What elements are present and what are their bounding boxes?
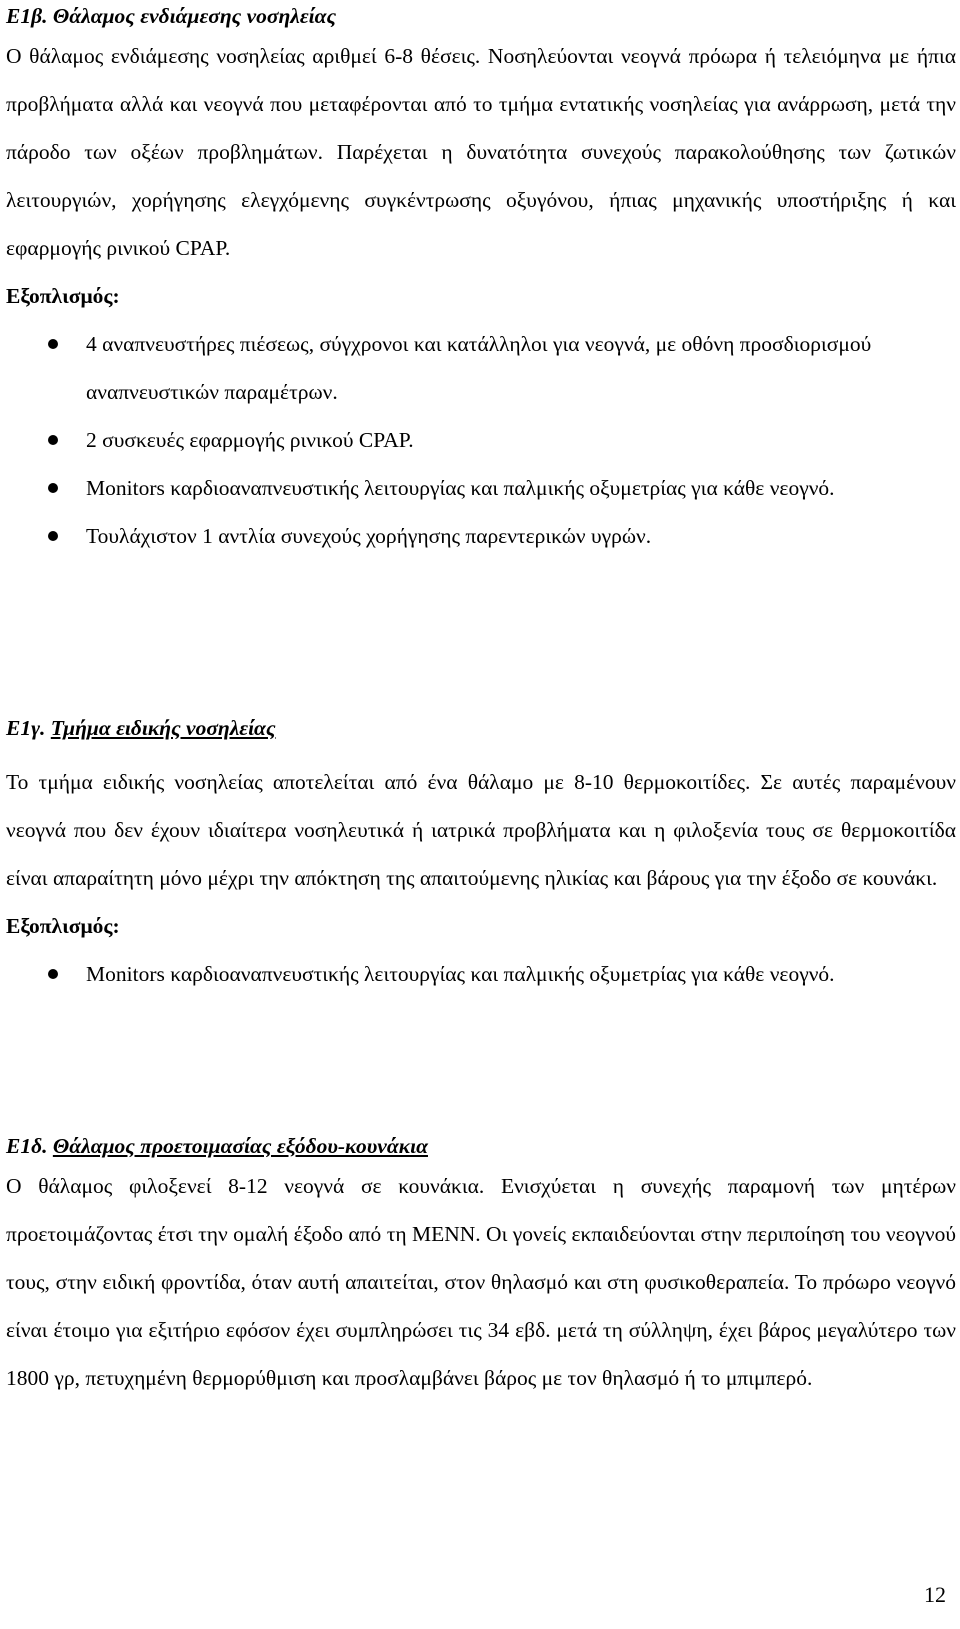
section-heading — [6, 1130, 956, 1162]
section-paragraph: Ο θάλαμος ενδιάμεσης νοσηλείας αριθμεί 6-8 θέσεις. Νοσηλεύονται νεογνά πρόωρα ή τελειόμηνα με ήπια προβλήματα αλλά και νεογνά που μεταφέρονται από το τμήμα εντατικής νοσηλείας για ανάρρωση, μετά την πάροδο των οξέων προβλημάτων. Παρέχεται η δυνατότητα συνεχούς παρακολούθησης των ζωτικών λειτουργιών, χορήγησης ελεγχόμενης συγκέντρωσης οξυγόνου, ήπιας μηχανικής υποστήριξης ή και εφαρμογής ρινικού CPAP. — [6, 44, 956, 260]
list-item-text: 4 αναπνευστήρες πιέσεως, σύγχρονοι και κατάλληλοι για νεογνά, με οθόνη προσδιορισμού αναπνευστικών παραμέτρων. — [86, 332, 872, 404]
list-item-text: Monitors καρδιοαναπνευστικής λειτουργίας και παλμικής οξυμετρίας για κάθε νεογνό. — [86, 476, 835, 500]
list-item-text: Τουλάχιστον 1 αντλία συνεχούς χορήγησης παρεντερικών υγρών. — [86, 524, 652, 548]
page-number: 12 — [924, 1582, 946, 1607]
section-special-care — [6, 712, 956, 998]
section-paragraph: Το τμήμα ειδικής νοσηλείας αποτελείται από ένα θάλαμο με 8-10 θερμοκοιτίδες. Σε αυτές παραμένουν νεογνά που δεν έχουν ιδιαίτερα νοσηλευτικά ή ιατρικά προβλήματα και η φιλοξενία τους σε θερμοκοιτίδα είναι απαραίτητη μόνο μέχρι την απόκτηση της απαιτούμενης ηλικίας και βάρους για την έξοδο σε κουνάκι. — [6, 770, 956, 890]
list-item — [6, 464, 956, 512]
equipment-list — [6, 320, 956, 560]
section-discharge-room — [6, 1130, 956, 1402]
section-heading-prefix: Ε1γ. — [6, 716, 46, 740]
equipment-list — [6, 950, 956, 998]
bullet-icon — [48, 339, 58, 349]
list-item — [6, 950, 956, 998]
section-heading-prefix: Ε1δ. — [6, 1134, 48, 1158]
bullet-icon — [48, 435, 58, 445]
bullet-icon — [48, 531, 58, 541]
section-heading-title: Θάλαμος προετοιμασίας εξόδου-κουνάκια — [52, 1134, 428, 1158]
equipment-label: Εξοπλισμός: — [6, 914, 120, 938]
bullet-icon — [48, 483, 58, 493]
section-heading-title: Τμήμα ειδικής νοσηλείας — [50, 716, 276, 740]
list-item — [6, 512, 956, 560]
section-intermediate-care — [6, 0, 956, 560]
list-item-text: Monitors καρδιοαναπνευστικής λειτουργίας και παλμικής οξυμετρίας για κάθε νεογνό. — [86, 962, 835, 986]
list-item-text: 2 συσκευές εφαρμογής ρινικού CPAP. — [86, 428, 414, 452]
section-heading: Ε1β. Θάλαμος ενδιάμεσης νοσηλείας — [6, 4, 337, 28]
list-item — [6, 416, 956, 464]
list-item — [6, 320, 956, 416]
equipment-label: Εξοπλισμός: — [6, 284, 120, 308]
bullet-icon — [48, 969, 58, 979]
section-paragraph: Ο θάλαμος φιλοξενεί 8-12 νεογνά σε κουνάκια. Ενισχύεται η συνεχής παραμονή των μητέρων προετοιμάζοντας έτσι την ομαλή έξοδο από τη ΜΕΝΝ. Οι γονείς εκπαιδεύονται στην περιποίηση του νεογνού τους, στην ειδική φροντίδα, όταν αυτή απαιτείται, στον θηλασμό και στη φυσικοθεραπεία. Το πρόωρο νεογνό είναι έτοιμο για εξιτήριο εφόσον έχει συμπληρώσει τις 34 εβδ. μετά τη σύλληψη, έχει βάρος μεγαλύτερο των 1800 γρ, πετυχημένη θερμορύθμιση και προσλαμβάνει βάρος με τον θηλασμό ή το μπιμπερό. — [6, 1174, 956, 1390]
section-heading — [6, 712, 956, 744]
